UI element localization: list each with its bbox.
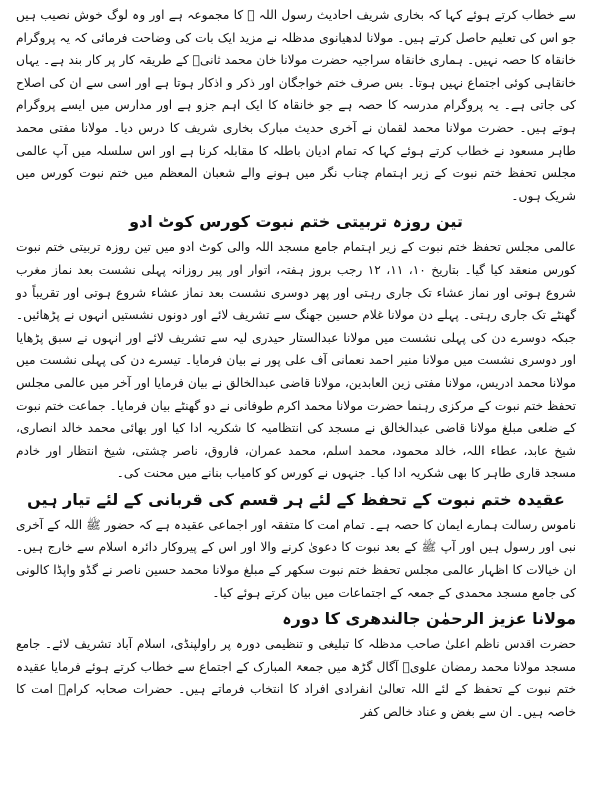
heading-kot-addu-course: تین روزہ تربیتی ختم نبوت کورس کوٹ ادو (129, 212, 463, 232)
namoos-e-risalat-paragraph: ناموس رسالت ہمارے ایمان کا حصہ ہے۔ تمام امت کا متفقہ اور اجماعی عقیدہ ہے کہ حضور ﷺ اللہ کے آخری نبی اور رسول ہیں اور آپ ﷺ کے بعد نبوت کا دعویٰ کرنے والا اور اس کے پیروکار دائرہ اسلام سے خارج ہیں۔ ان خیالات کا اظہار عالمی مجلس تحفظ ختم نبوت سکھر کے مبلغ مولانا محمد حسین ناصر نے گڈو واپڈا کالونی کی جامع مسجد محمدی کے جمعہ کے اجتماعات میں بیان کرتے ہوئے کیا۔ (16, 517, 576, 600)
heading-jalandhari-visit: مولانا عزیز الرحمٰن جالندھری کا دورہ (282, 609, 576, 629)
kot-addu-course-paragraph: عالمی مجلس تحفظ ختم نبوت کے زیر اہتمام جامع مسجد اللہ والی کوٹ ادو میں تین روزہ تربیتی ختم نبوت کورس منعقد کیا گیا۔ بتاریخ ۱۰، ۱۱، ۱۲ رجب بروز ہفتہ، اتوار اور پیر روزانہ پہلی نشست بعد نماز مغرب شروع ہوتی اور نماز عشاء تک جاری رہتی اور پھر دوسری نشست بعد نماز عشاء شروع ہوتی اور تقریباً دو گھنٹے تک جاری رہتی۔ پہلے دن مولانا غلام حسین جھنگ سے تشریف لائے اور دونوں نشستیں انہوں نے پڑھائیں۔ جبکہ دوسرے دن کی پہلی نشست میں مولانا عبدالستار حیدری لیہ سے تشریف لائے اور انہوں نے سبق پڑھایا اور دوسری نشست میں مولانا منیر احمد نعمانی آف علی پور نے بیان فرمایا۔ تیسرے دن کی پہلی نشست میں مولانا محمد ادریس، مولانا مفتی زین العابدین، مولانا قاضی عبدالخالق نے بیان فرمایا اور آخر میں عالمی مجلس تحفظ ختم نبوت کے مرکزی رہنما حضرت مولانا محمد اکرم طوفانی نے دو گھنٹے بیان فرمایا۔ جماعت ختم نبوت کے ضلعی مبلغ مولانا قاضی عبدالخالق نے مسجد کی انتظامیہ کا شکریہ ادا کیا اور بھائی محمد خالد انصاری، شیخ عابد، عطاء اللہ، خالد محمود، محمد اسلم، محمد عمران، فاروق، ناصر چشتی، شیخ انتظار اور خادم مسجد قاری طاہر کا بھی شکریہ ادا کیا۔ جنہوں نے کورس کو کامیاب بنانے میں محنت کی۔ (16, 240, 577, 481)
jalandhari-visit-paragraph: حضرت اقدس ناظم اعلیٰ صاحب مدظلہ کا تبلیغی و تنظیمی دورہ پر راولپنڈی، اسلام آباد تشریف لائے۔ جامع مسجد مولانا محمد رمضان علویؒ آگال گڑھ میں جمعۃ المبارک کے اجتماع سے خطاب کرتے ہوئے فرمایا عقیدہ ختم نبوت کے تحفظ کے لئے اللہ تعالیٰ انفرادی افراد کا انتخاب فرماتے ہیں۔ حضرات صحابہ کرامؓ امت کا خاصہ ہیں۔ ان سے بغض و عناد خالص کفر (16, 637, 576, 720)
intro-paragraph: سے خطاب کرتے ہوئے کہا کہ بخاری شریف احادیث رسول اللہ ﷺ کا مجموعہ ہے اور وہ لوگ خوش نصیب ہیں جو اس کی تعلیم حاصل کرتے ہیں۔ مولانا لدھیانوی مدظلہ نے مزید ایک بات کی وضاحت فرمائی کہ یہ پروگرام خانقاہ کا حصہ نہیں۔ ہماری خانقاہ سراجیہ حضرت مولانا خان محمد ثانیؒ کے طریقہ کار پر کار بند ہے۔ یہاں خانقاہی کوئی اجتماع نہیں ہوتا۔ بس صرف ختم خواجگان اور ذکر و اذکار ہوتا ہے اور اسی سے ان کی اصلاح کی جاتی ہے۔ یہ پروگرام مدرسہ کا حصہ ہے جو خانقاہ کا ایک اہم جزو ہے اور مدارس میں ایسے پروگرام ہوتے ہیں۔ حضرت مولانا محمد لقمان نے آخری حدیث مبارک بخاری شریف کا درس دیا۔ مولانا مفتی محمد طاہر مسعود نے خطاب کرتے ہوئے کہا کہ تمام ادیان باطلہ کا مقابلہ کرنا ہے اور اس سلسلہ میں آپ عالمی مجلس تحفظ ختم نبوت کے زیر اہتمام چناب نگر میں ہونے والے شعبان المعظم میں ختم نبوت کورس میں شریک ہوں۔ (16, 8, 576, 203)
heading-khatm-e-nabuwwat-sacrifice: عقیدہ ختم نبوت کے تحفظ کے لئے ہر قسم کی قربانی کے لئے تیار ہیں (27, 489, 565, 509)
